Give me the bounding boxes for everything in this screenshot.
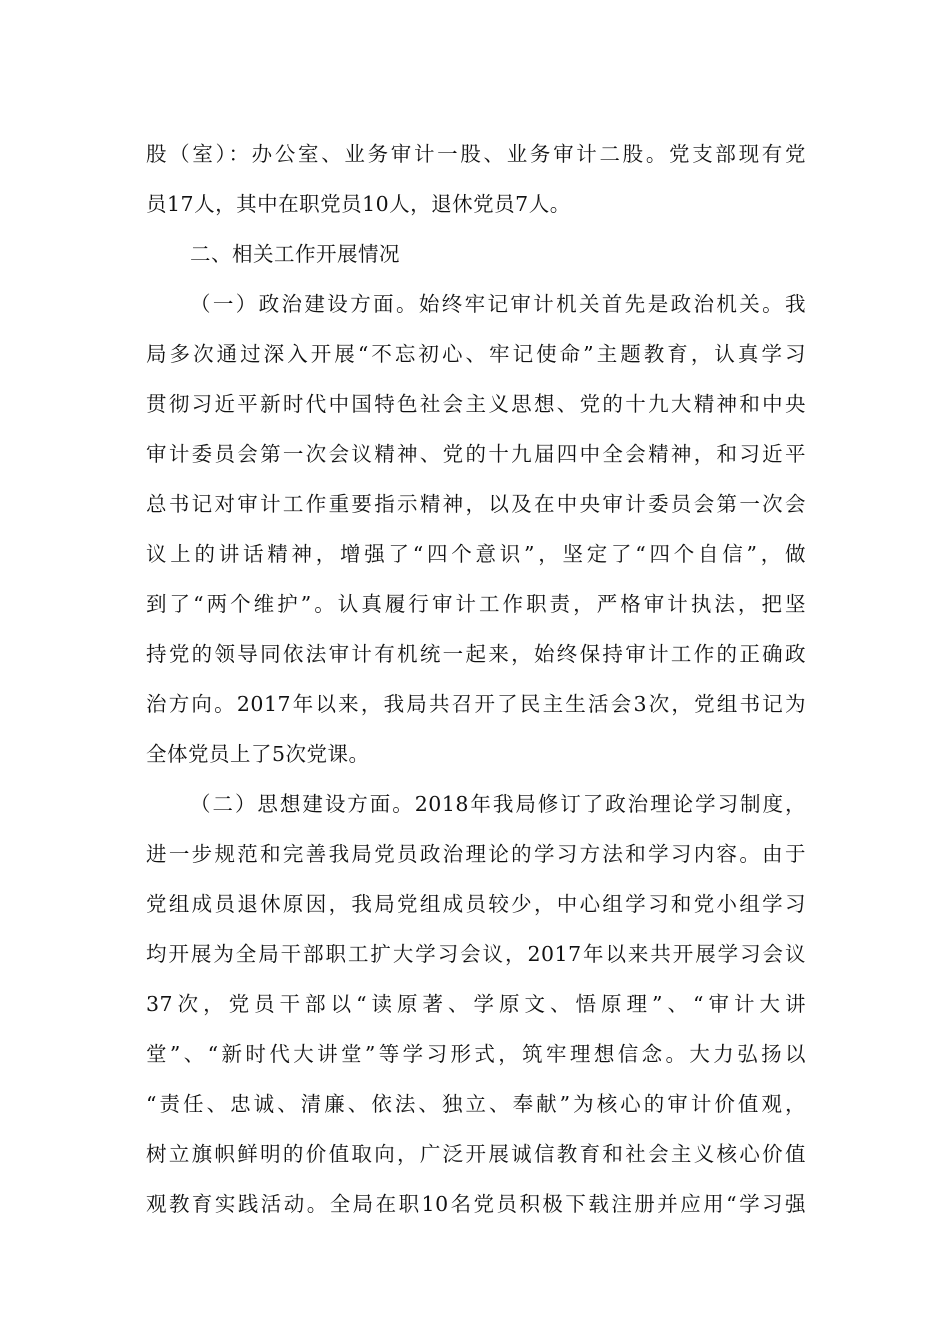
text-line-14: （二）思想建设方面。2018年我局修订了政治理论学习制度， bbox=[190, 792, 806, 816]
text-line-6: 贯彻习近平新时代中国特色社会主义思想、党的十九大精神和中央 bbox=[146, 392, 806, 416]
text-line-7: 审计委员会第一次会议精神、党的十九届四中全会精神，和习近平 bbox=[146, 442, 806, 466]
text-line-22: 观教育实践活动。全局在职10名党员积极下载注册并应用“学习强 bbox=[146, 1192, 806, 1216]
text-line-15: 进一步规范和完善我局党员政治理论的学习方法和学习内容。由于 bbox=[146, 842, 806, 866]
text-line-13: 全体党员上了5次党课。 bbox=[146, 742, 370, 766]
text-line-16: 党组成员退休原因，我局党组成员较少，中心组学习和党小组学习 bbox=[146, 892, 806, 916]
text-line-19: 堂”、“新时代大讲堂”等学习形式，筑牢理想信念。大力弘扬以 bbox=[146, 1042, 806, 1066]
text-line-1: 股（室）：办公室、业务审计一股、业务审计二股。党支部现有党 bbox=[146, 142, 806, 166]
text-line-2: 员17人，其中在职党员10人，退休党员7人。 bbox=[146, 192, 571, 216]
text-line-11: 持党的领导同依法审计有机统一起来，始终保持审计工作的正确政 bbox=[146, 642, 806, 666]
text-line-21: 树立旗帜鲜明的价值取向，广泛开展诚信教育和社会主义核心价值 bbox=[146, 1142, 806, 1166]
text-line-9: 议上的讲话精神，增强了“四个意识”，坚定了“四个自信”，做 bbox=[146, 542, 806, 566]
text-line-10: 到了“两个维护”。认真履行审计工作职责，严格审计执法，把坚 bbox=[146, 592, 806, 616]
text-line-8: 总书记对审计工作重要指示精神，以及在中央审计委员会第一次会 bbox=[146, 492, 806, 516]
text-line-5: 局多次通过深入开展“不忘初心、牢记使命”主题教育，认真学习 bbox=[146, 342, 806, 366]
text-line-4: （一）政治建设方面。始终牢记审计机关首先是政治机关。我 bbox=[190, 292, 806, 316]
text-line-20: “责任、忠诚、清廉、依法、独立、奉献”为核心的审计价值观， bbox=[146, 1092, 806, 1116]
section-heading: 二、相关工作开展情况 bbox=[190, 242, 400, 266]
text-line-18: 37次，党员干部以“读原著、学原文、悟原理”、“审计大讲 bbox=[146, 992, 806, 1016]
text-line-12: 治方向。2017年以来，我局共召开了民主生活会3次，党组书记为 bbox=[146, 692, 806, 716]
text-line-17: 均开展为全局干部职工扩大学习会议，2017年以来共开展学习会议 bbox=[146, 942, 806, 966]
